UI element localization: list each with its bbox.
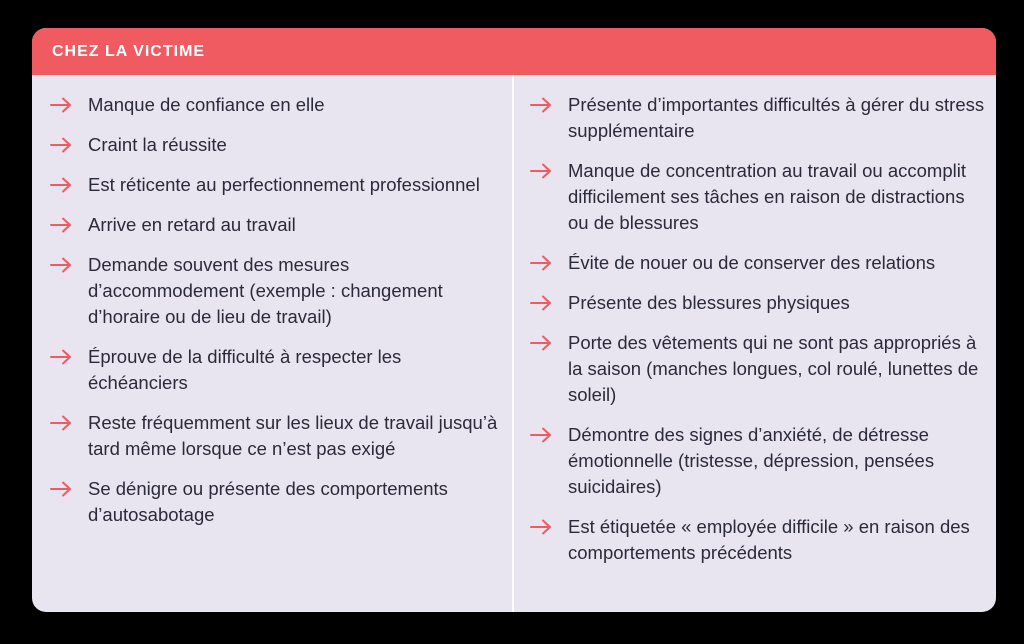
list-item-text: Manque de confiance en elle [88,94,325,115]
arrow-right-icon [50,132,72,158]
arrow-right-icon [50,476,72,502]
list-item [530,250,986,276]
list-item [50,344,499,396]
list-item-text: Est réticente au perfectionnement professionnel [88,174,480,195]
list-item-text: Reste fréquemment sur les lieux de travail jusqu’à tard même lorsque ce n’est pas exigé [88,412,498,459]
list-item [50,212,499,238]
list-item-text: Demande souvent des mesures d’accommodement (exemple : changement d’horaire ou de lieu de travail) [88,254,443,327]
arrow-right-icon [530,290,552,316]
list-item [530,514,986,566]
list-item [50,252,499,330]
arrow-right-icon [50,92,72,118]
list-item-text: Présente des blessures physiques [568,292,850,313]
column-divider [512,75,514,612]
right-column [513,75,996,612]
list-item-text: Arrive en retard au travail [88,214,296,235]
list-item [530,290,986,316]
arrow-right-icon [530,514,552,540]
arrow-right-icon [530,158,552,184]
arrow-right-icon [530,330,552,356]
list-item [530,330,986,408]
left-column [32,75,513,612]
list-item-text: Manque de concentration au travail ou accomplit difficilement ses tâches en raison de distractions ou de blessures [568,160,966,233]
list-item [530,158,986,236]
arrow-right-icon [530,92,552,118]
list-item-text: Évite de nouer ou de conserver des relations [568,252,936,273]
list-item [50,476,499,528]
list-item-text: Présente d’importantes difficultés à gérer du stress supplémentaire [568,94,985,141]
list-item [50,92,499,118]
left-item-list [50,92,499,528]
card-header [32,28,996,75]
card-body [32,75,996,612]
arrow-right-icon [50,344,72,370]
arrow-right-icon [50,410,72,436]
list-item [530,422,986,500]
arrow-right-icon [530,250,552,276]
arrow-right-icon [50,172,72,198]
list-item-text: Éprouve de la difficulté à respecter les échéanciers [88,346,402,393]
list-item-text: Porte des vêtements qui ne sont pas appropriés à la saison (manches longues, col roulé, lunettes de soleil) [568,332,979,405]
right-item-list [530,92,986,566]
list-item-text: Démontre des signes d’anxiété, de détresse émotionnelle (tristesse, dépression, pensées suicidaires) [568,424,935,497]
list-item [50,410,499,462]
list-item-text: Se dénigre ou présente des comportements d’autosabotage [88,478,448,525]
card-title: CHEZ LA VICTIME [52,42,206,60]
arrow-right-icon [50,252,72,278]
list-item [50,172,499,198]
list-item-text: Craint la réussite [88,134,227,155]
arrow-right-icon [530,422,552,448]
list-item [530,92,986,144]
list-item [50,132,499,158]
list-item-text: Est étiquetée « employée difficile » en raison des comportements précédents [568,516,970,563]
arrow-right-icon [50,212,72,238]
victim-signs-card [32,28,996,612]
